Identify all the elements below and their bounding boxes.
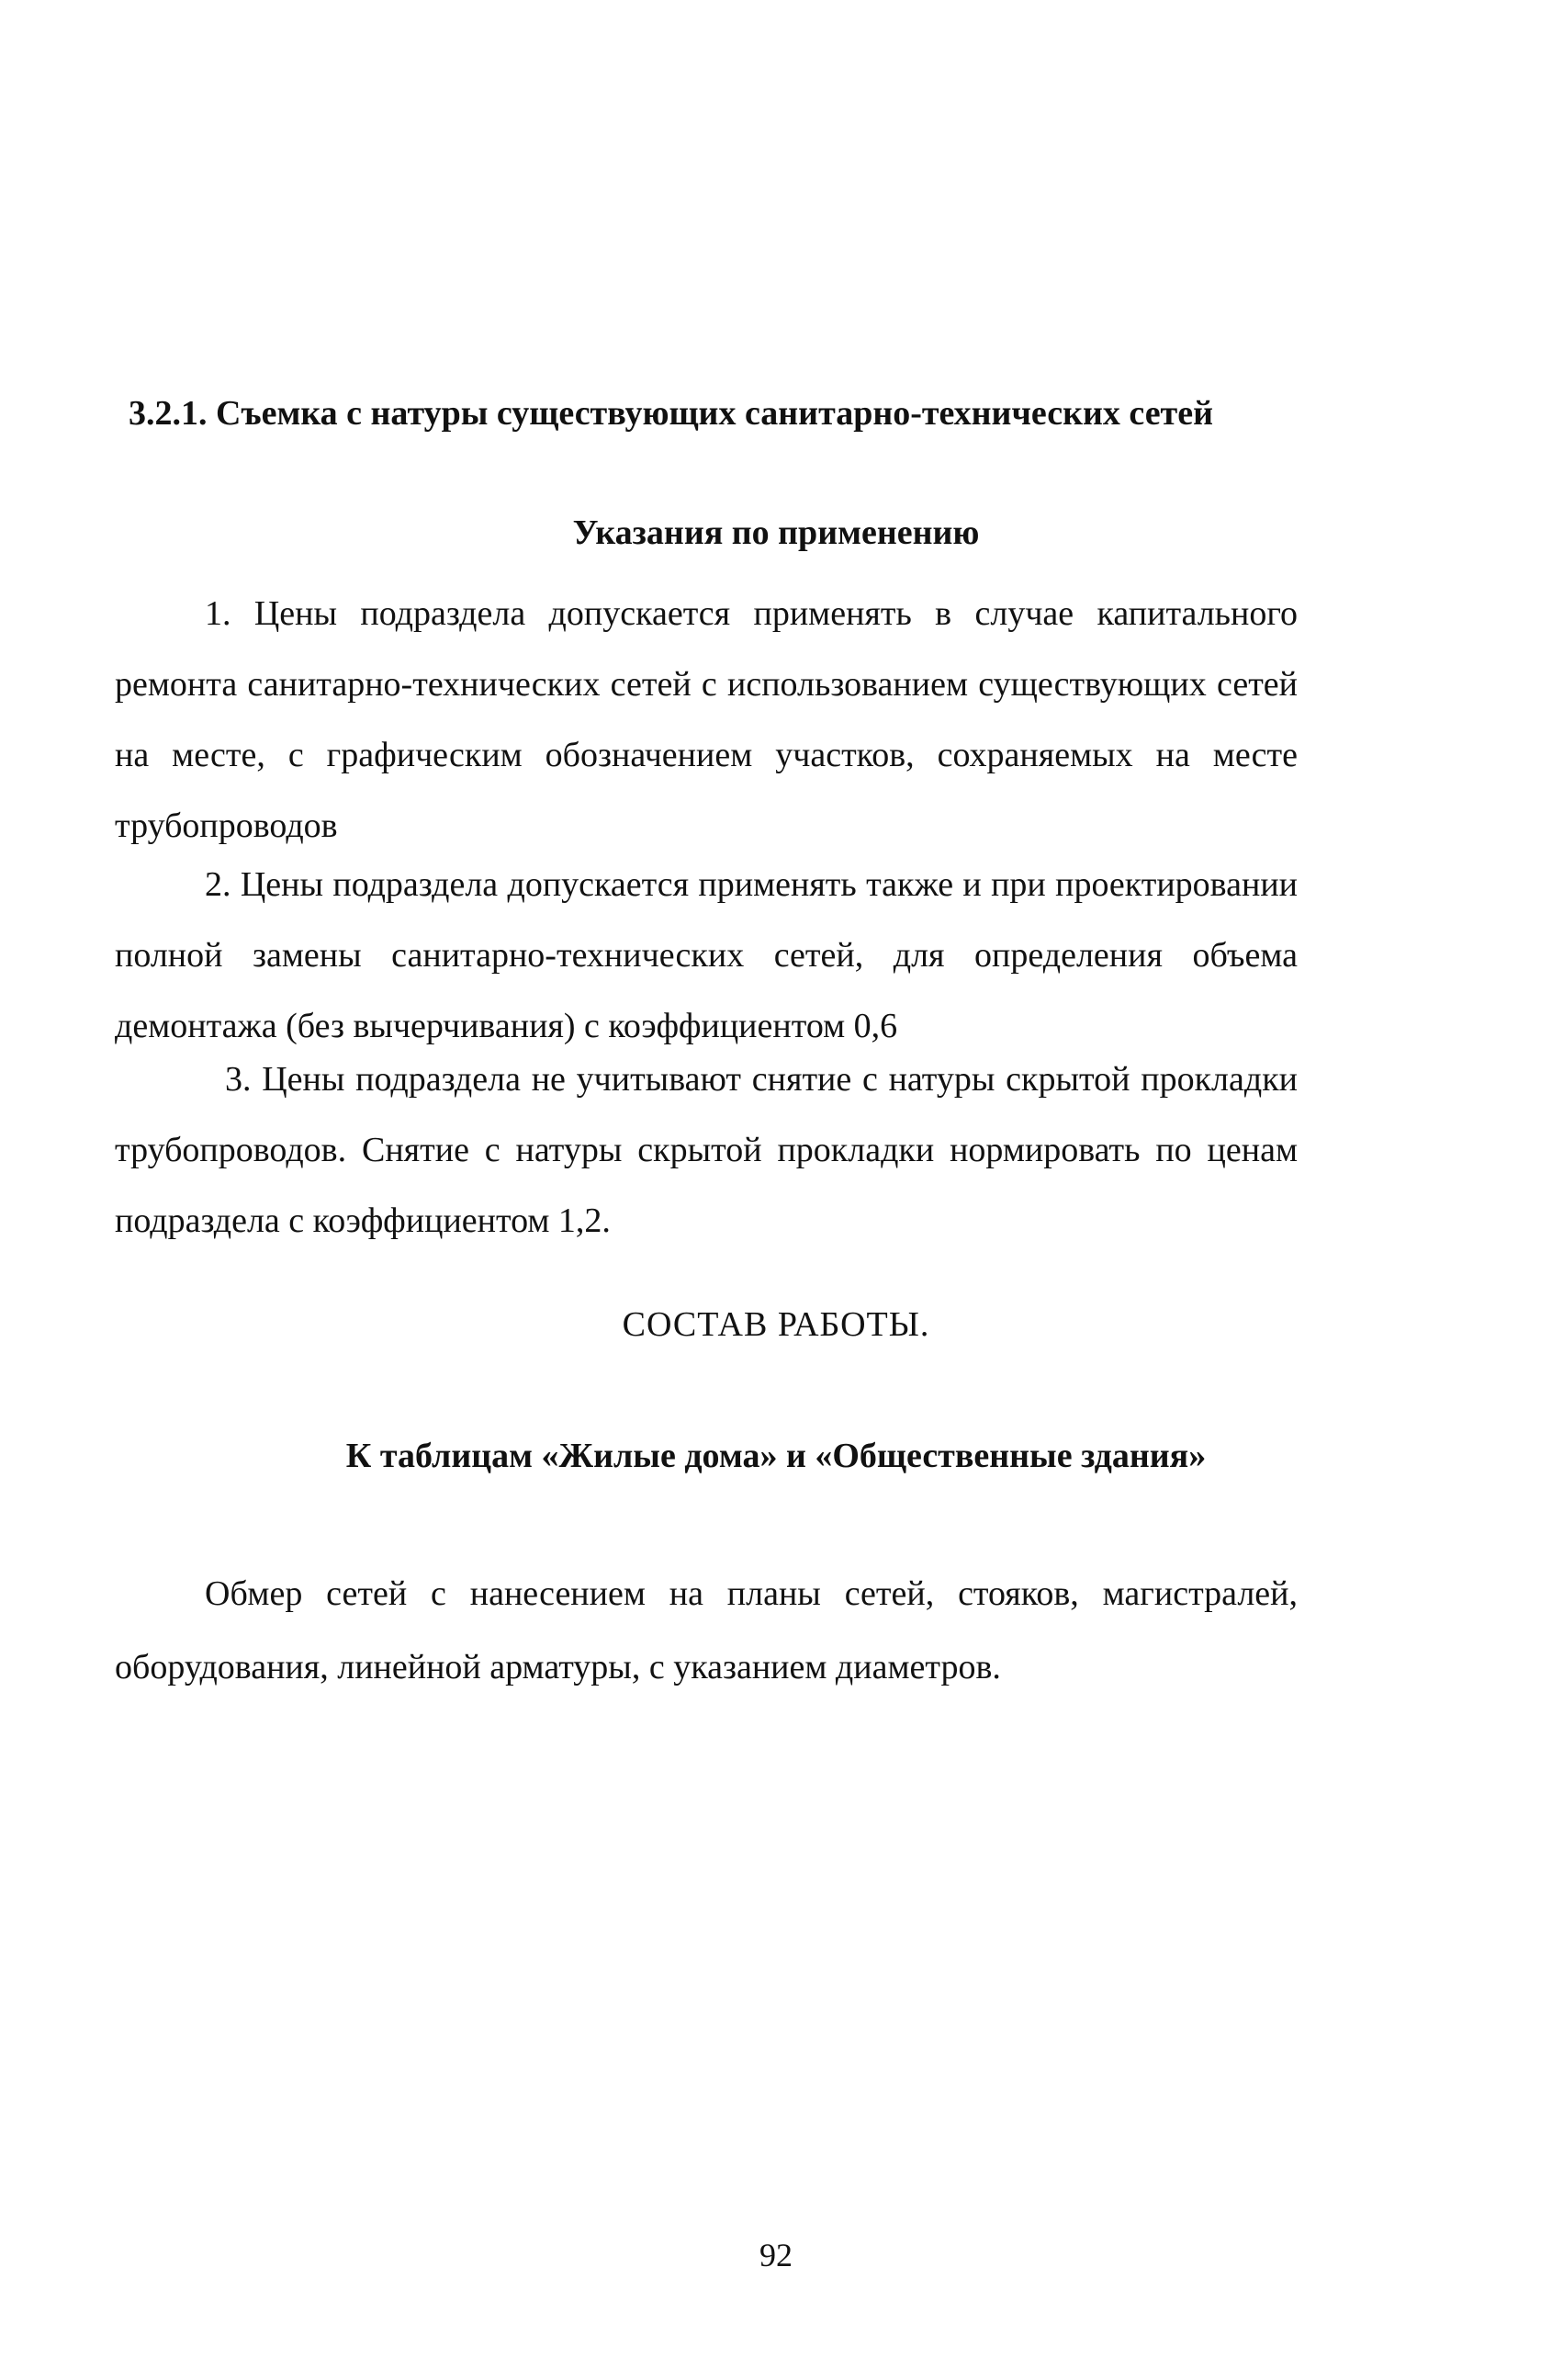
section-heading: 3.2.1. Съемка с натуры существующих санитарно-технических сетей — [129, 394, 1213, 433]
instruction-paragraph-2: 2. Цены подраздела допускается применять также и при проектировании полной замены санитарно-технических сетей, для определения объема демонтажа (без вычерчивания) с коэффициентом 0,6 — [115, 865, 1298, 1045]
instructions-heading: Указания по применению — [572, 513, 980, 552]
instruction-paragraph-3: 3. Цены подраздела не учитывают снятие с натуры скрытой прокладки трубопроводов. Снятие с натуры скрытой прокладки нормировать по ценам подраздела с коэффициентом 1,2. — [115, 1060, 1298, 1240]
work-composition-title: СОСТАВ РАБОТЫ. — [622, 1305, 930, 1344]
page-number: 92 — [759, 2237, 793, 2273]
tables-heading: К таблицам «Жилые дома» и «Общественные здания» — [345, 1437, 1207, 1475]
work-description: Обмер сетей с нанесением на планы сетей, стояков, магистралей, оборудования, линейной арматуры, с указанием диаметров. — [115, 1574, 1298, 1686]
instruction-paragraph-1: 1. Цены подраздела допускается применять в случае капитального ремонта санитарно-технических сетей с использованием существующих сетей на месте, с графическим обозначением участков, сохраняемых на месте трубопроводов — [115, 594, 1298, 845]
